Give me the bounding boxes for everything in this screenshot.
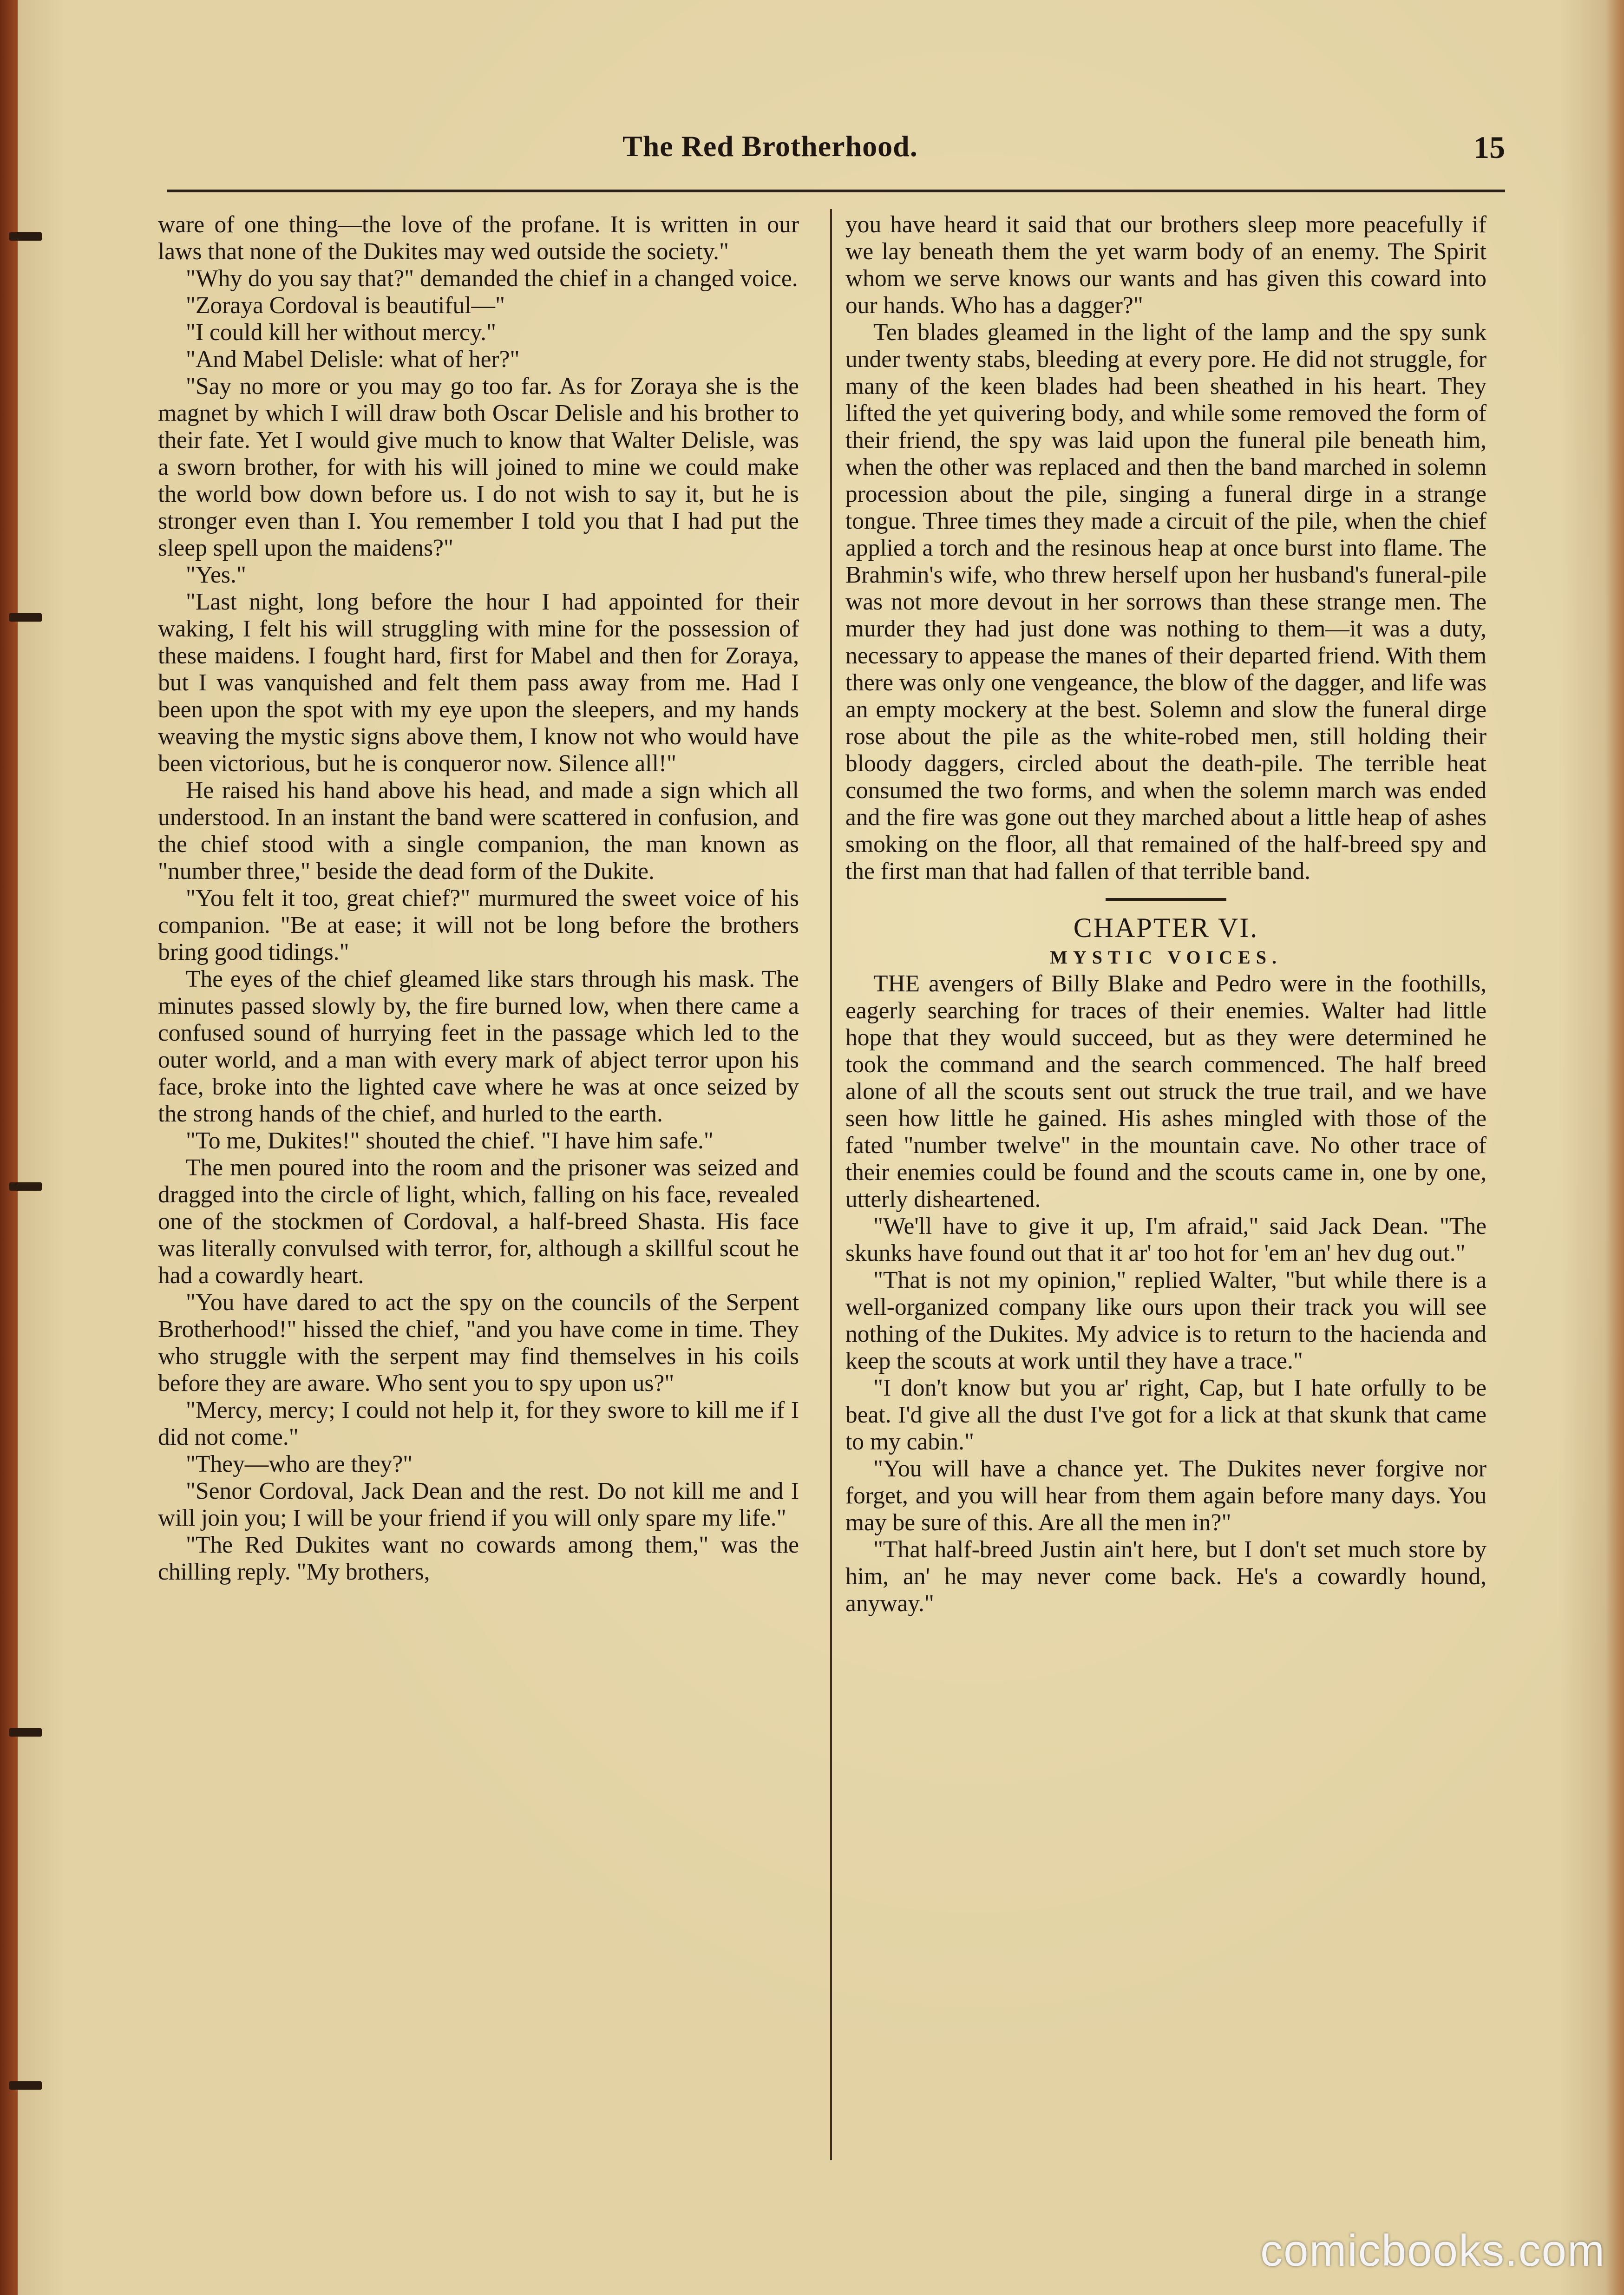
paragraph: "That is not my opinion," replied Walter, "but while there is a well-organized company like ours upon their track you will see nothing of the Dukites. My advice is to return to the hacienda and keep the scouts at work until they have a trace." — [845, 1267, 1486, 1374]
paragraph: you have heard it said that our brothers sleep more peacefully if we lay beneath them the yet warm body of an enemy. The Spirit whom we serve knows our wants and has given this coward into our hands. Who has a dagger?" — [845, 211, 1486, 319]
paragraph: "That half-breed Justin ain't here, but I don't set much store by him, an' he may never come back. He's a cowardly hound, anyway." — [845, 1536, 1486, 1617]
column-divider — [830, 209, 832, 2160]
binding-stitch — [9, 613, 42, 622]
paragraph: "Last night, long before the hour I had appointed for their waking, I felt his will struggling with mine for the possession of these maidens. I fought hard, first for Mabel and then for Zoraya, but I was vanquished and felt them pass away from me. Had I been upon the spot with my eye upon the sleepers, and my hands weaving the mystic signs above them, I know not who would have been victorious, but he is conqueror now. Silence all!" — [158, 589, 799, 777]
binding-stitch — [9, 1182, 42, 1191]
binding-stitch — [9, 2081, 42, 2090]
paragraph: THE avengers of Billy Blake and Pedro were in the foothills, eagerly searching for traces of their enemies. Walter had little hope that they would succeed, but as they were determined he took the command and the search commenced. The half breed alone of all the scouts sent out struck the true trail, and we have seen how little he gained. His ashes mingled with those of the fated "number twelve" in the mountain cave. No other trace of their enemies could be found and the scouts came in, one by one, utterly disheartened. — [845, 970, 1486, 1213]
chapter-separator — [1106, 898, 1226, 901]
binding-stitch — [9, 232, 42, 241]
binding-stitch — [9, 1728, 42, 1737]
paragraph: The men poured into the room and the prisoner was seized and dragged into the circle of light, which, falling on his face, revealed one of the stockmen of Cordoval, a half-breed Shasta. His face was literally convulsed with terror, for, although a skillful scout he had a cowardly heart. — [158, 1154, 799, 1289]
paragraph: The eyes of the chief gleamed like stars through his mask. The minutes passed slowly by, the fire burned low, when there came a confused sound of hurrying feet in the passage which led to the outer world, and a man with every mark of abject terror upon his face, broke into the lighted cave where he was at once seized by the strong hands of the chief, and hurled to the earth. — [158, 966, 799, 1127]
paragraph: "You will have a chance yet. The Dukites never forgive nor forget, and you will hear from them again before many days. You may be sure of this. Are all the men in?" — [845, 1456, 1486, 1536]
paragraph: "They—who are they?" — [186, 1451, 413, 1477]
paragraph: "We'll have to give it up, I'm afraid," said Jack Dean. "The skunks have found out that it ar' too hot for 'em an' hev dug out." — [845, 1213, 1486, 1266]
paragraph: "I don't know but you ar' right, Cap, but I hate orfully to be beat. I'd give all the dust I've got for a lick at that skunk that came to my cabin." — [845, 1375, 1486, 1455]
paragraph: "You felt it too, great chief?" murmured the sweet voice of his companion. "Be at ease; it will not be long before the brothers bring good tidings." — [158, 885, 799, 965]
paragraph: "And Mabel Delisle: what of her?" — [186, 346, 520, 373]
page-number: 15 — [1473, 130, 1505, 165]
chapter-subtitle: MYSTIC VOICES. — [1050, 947, 1282, 968]
paragraph: "The Red Dukites want no cowards among them," was the chilling reply. "My brothers, — [158, 1532, 799, 1585]
paragraph: "Zoraya Cordoval is beautiful—" — [186, 292, 505, 319]
page-header — [167, 125, 1505, 190]
left-column — [158, 211, 799, 2163]
page-edge — [1605, 0, 1624, 2295]
paragraph: "Yes." — [186, 562, 246, 588]
paragraph: "Say no more or you may go too far. As for Zoraya she is the magnet by which I will draw both Oscar Delisle and his brother to their fate. Yet I would give much to know that Walter Delisle, was a sworn brother, for with his will joined to mine we could make the world bow down before us. I do not wish to say it, but he is stronger even than I. You remember I told you that I had put the sleep spell upon the maidens?" — [158, 373, 799, 561]
page-binding — [0, 0, 18, 2295]
watermark: comicbooks.com — [1260, 2226, 1605, 2275]
paragraph: ware of one thing—the love of the profane. It is written in our laws that none of the Dukites may wed outside the society." — [158, 211, 799, 265]
header-rule — [167, 190, 1505, 192]
paragraph: Ten blades gleamed in the light of the lamp and the spy sunk under twenty stabs, bleeding at every pore. He did not struggle, for many of the keen blades had been sheathed in his heart. They lifted the yet quivering body, and while some removed the form of their friend, the spy was laid upon the funeral pile beneath him, when the other was replaced and then the band marched in solemn procession about the pile, singing a funeral dirge in a strange tongue. Three times they made a circuit of the pile, when the chief applied a torch and the resinous heap at once burst into flame. The Brahmin's wife, who threw herself upon her husband's funeral-pile was not more devout in her sorrows than these strange men. The murder they had just done was nothing to them—it was a duty, necessary to appease the manes of their departed friend. With them there was only one vengeance, the blow of the dagger, and life was an empty mockery at the best. Solemn and slow the funeral dirge rose about the pile as the white-robed men, still holding their bloody daggers, circled about the death-pile. The terrible heat consumed the two forms, and when the solemn march was ended and the fire was gone out they marched about a little heap of ashes smoking on the floor, all that remained of the half-breed spy and the first man that had fallen of that terrible band. — [845, 319, 1486, 885]
paragraph: "Why do you say that?" demanded the chief in a changed voice. — [186, 265, 798, 292]
paragraph: "To me, Dukites!" shouted the chief. "I have him safe." — [186, 1128, 714, 1154]
paragraph: "Senor Cordoval, Jack Dean and the rest. Do not kill me and I will join you; I will be your friend if you will only spare my life." — [158, 1478, 799, 1531]
chapter-title: CHAPTER VI. — [1073, 912, 1259, 943]
paragraph: He raised his hand above his head, and made a sign which all understood. In an instant the band were scattered in confusion, and the chief stood with a single companion, the man known as "number three," beside the dead form of the Dukite. — [158, 777, 799, 885]
right-column — [845, 211, 1486, 2163]
paragraph: "I could kill her without mercy." — [186, 319, 496, 346]
running-title: The Red Brotherhood. — [622, 130, 918, 163]
paragraph: "You have dared to act the spy on the councils of the Serpent Brotherhood!" hissed the chief, "and you have come in time. They who struggle with the serpent may find themselves in his coils before they are aware. Who sent you to spy upon us?" — [158, 1289, 799, 1397]
paragraph: "Mercy, mercy; I could not help it, for they swore to kill me if I did not come." — [158, 1397, 799, 1450]
